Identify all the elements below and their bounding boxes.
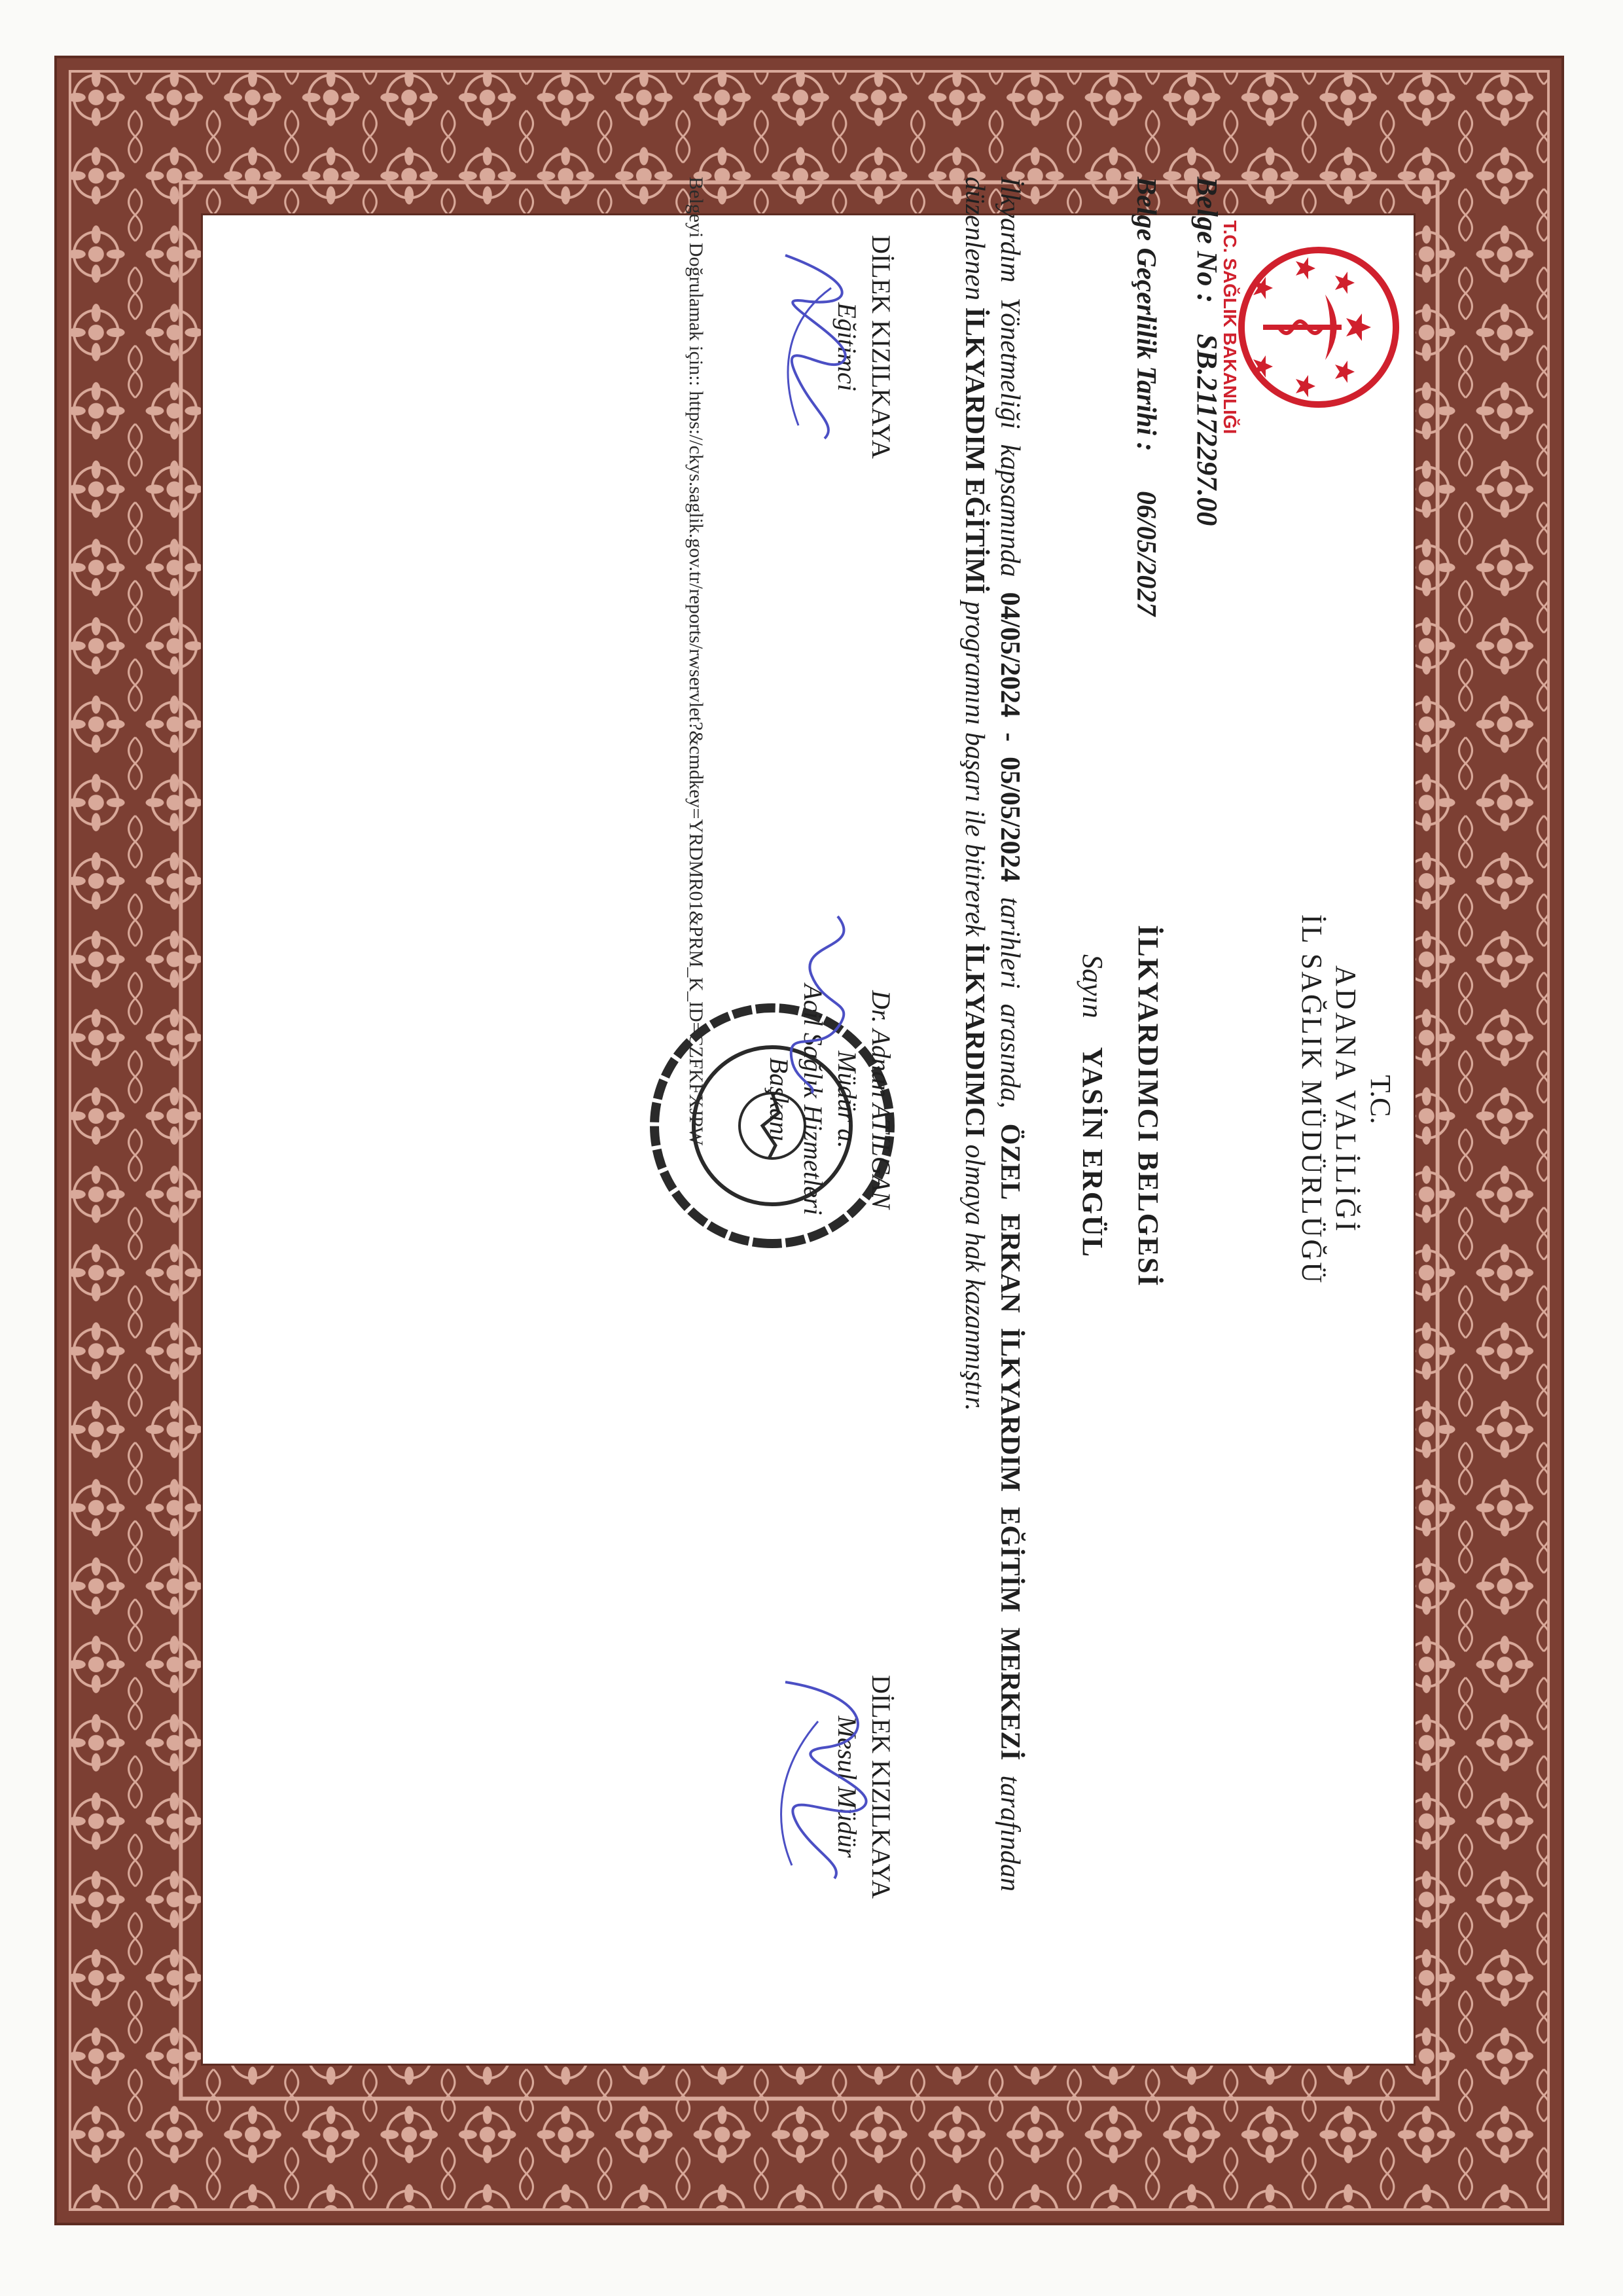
document-number-label: Belge No : xyxy=(1191,177,1223,304)
recipient-name: YASİN ERGÜL xyxy=(1077,1047,1109,1259)
statement-part1: İlkyardım Yönetmeliği kapsamında xyxy=(995,177,1025,577)
statement-program: İLKYARDIM EĞİTİMİ xyxy=(959,307,990,594)
certificate-title: İLKYARDIMCI BELGESİ xyxy=(1132,925,1164,1287)
director-role-line3: Başkanı xyxy=(764,1057,794,1142)
ministry-name: T.C. SAĞLIK BAKANLIĞI xyxy=(1220,220,1240,435)
trainer-title: Eğitimci xyxy=(832,302,862,391)
validity-date-label: Belge Geçerlilik Tarihi : xyxy=(1131,177,1161,452)
managing-director-name: DİLEK KIZILKAYA xyxy=(866,1675,896,1899)
header-directorate: İL SAĞLIK MÜDÜRLÜĞÜ xyxy=(1296,914,1328,1285)
director-role-line1: Müdür a. xyxy=(832,1050,862,1149)
verification-url[interactable]: Belgeyi Doğrulamak için:: https://ckys.saglik.gov.tr/reports/rwservlet?&cmdkey=YRDMR01&PRM_K_ID=CZFKFXJPW xyxy=(685,177,707,1146)
statement-part3: tarafından düzenlenen xyxy=(959,177,1025,1892)
certificate-content xyxy=(236,177,1414,1983)
statement-result: İLKYARDIMCI xyxy=(959,942,990,1138)
statement-training-center: ÖZEL ERKAN İLKYARDIM EĞİTİM MERKEZİ xyxy=(995,1123,1025,1761)
director-role-line2: Acil Sağlık Hizmetleri xyxy=(798,984,828,1215)
document-number-value: SB.21172297.00 xyxy=(1191,334,1223,526)
statement-part5: olmaya hak kazanmıştır. xyxy=(959,1144,990,1411)
recipient-salutation: Sayın xyxy=(1077,954,1109,1018)
director-signature xyxy=(746,903,877,1100)
director-name: Dr. Adnan ATILGAN xyxy=(866,990,896,1209)
managing-director-signature xyxy=(740,1656,897,1892)
health-ministry-emblem-icon xyxy=(1230,229,1400,425)
header-governorship: ADANA VALİLİĞİ xyxy=(1330,965,1362,1234)
statement-part2: tarihleri arasında, xyxy=(995,897,1025,1109)
statement-part4: programını başarı ile bitirerek xyxy=(959,601,990,937)
managing-director-title: Mesul Müdür xyxy=(832,1715,862,1858)
header-tc: T.C. xyxy=(1364,1075,1397,1124)
trainer-signature xyxy=(746,229,883,465)
trainer-name: DİLEK KIZILKAYA xyxy=(866,235,896,459)
certificate-statement xyxy=(957,177,1027,1892)
recipient-line xyxy=(1076,877,1109,1335)
statement-dates: 04/05/2024 - 05/05/2024 xyxy=(995,592,1025,882)
validity-date-value: 06/05/2027 xyxy=(1131,491,1161,617)
